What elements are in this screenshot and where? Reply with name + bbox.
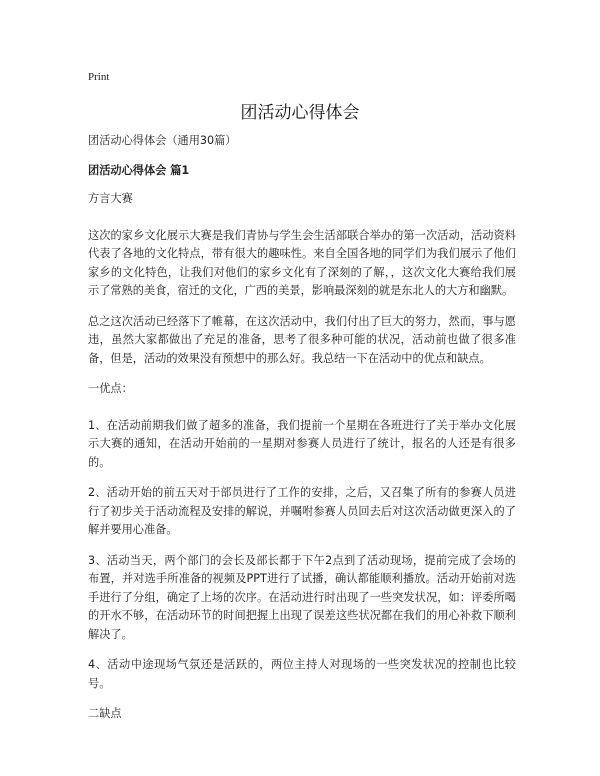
paragraph: 二缺点	[88, 707, 122, 720]
paragraph: 这次的家乡文化展示大赛是我们青协与学生会生活部联合举办的第一次活动，活动资料代表了各地的文化特点，带有很大的趣味性。来自全国各地的同学们为我们展示了他们家乡的文化特色，让我们对他们的家乡文化有了深刻的了解，，这次文化大赛给我们展示了常熟的美食，宿迁的文化，广西的美景，影响最深刻的就是东北人的大方和幽默。	[88, 228, 516, 297]
paragraph: 3、活动当天，两个部门的会长及部长都于下午2点到了活动现场，提前完成了会场的布置，并对选手所准备的视频及PPT进行了试播，确认都能顺利播放。活动开始前对选手进行了分组，确定了上场的次序。在活动进行时出现了一些突发状况，如：评委所喝的开水不够，在活动环节的时间把握上出现了误差这些状况都在我们的用心补救下顺利解决了。	[88, 553, 516, 641]
section-heading: 团活动心得体会 篇1	[88, 163, 190, 177]
document-body	[88, 132, 516, 736]
paragraph: 一优点：	[88, 382, 133, 395]
paragraph: 4、活动中途现场气氛还是活跃的，两位主持人对现场的一些突发状况的控制也比较号。	[88, 658, 516, 690]
paragraph: 1、在活动前期我们做了超多的准备，我们提前一个星期在各班进行了关于举办文化展示大赛的通知，在活动开始前的一星期对参赛人员进行了统计，报名的人还是有很多的。	[88, 418, 516, 469]
paragraph: 2、活动开始的前五天对于部员进行了工作的安排，之后，又召集了所有的参赛人员进行了初步关于活动流程及安排的解说，并嘱咐参赛人员回去后对这次活动做更深入的了解并要用心准备。	[88, 486, 516, 536]
document-subtitle: 团活动心得体会（通用30篇）	[88, 134, 237, 147]
print-link[interactable]: Print	[88, 71, 110, 83]
paragraph: 方言大赛	[88, 192, 133, 205]
page-title: 团活动心得体会	[240, 103, 360, 123]
paragraph: 总之这次活动已经落下了帷幕，在这次活动中，我们付出了巨大的努力，然而，事与愿违，虽然大家都做出了充足的准备，思考了很多种可能的状况，活动前也做了很多准备，但是，活动的效果没有预想中的那么好。我总结一下在活动中的优点和缺点。	[88, 314, 516, 365]
